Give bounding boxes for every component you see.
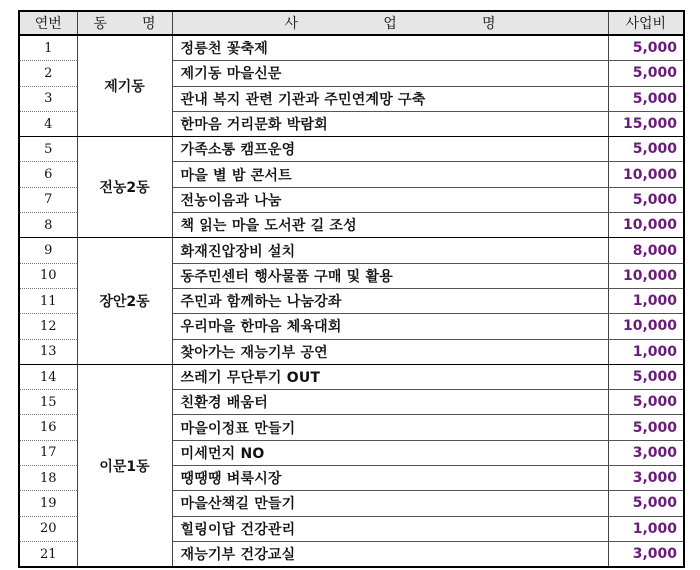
row-number: 12 [19, 314, 77, 339]
project-name: 마을 별 밤 콘서트 [172, 162, 608, 187]
project-cost: 10,000 [608, 162, 684, 187]
row-number: 18 [19, 466, 77, 491]
row-number: 7 [19, 187, 77, 212]
row-number: 6 [19, 162, 77, 187]
project-cost: 3,000 [608, 466, 684, 491]
project-name: 땡땡땡 벼룩시장 [172, 466, 608, 491]
dong-name: 전농2동 [77, 137, 172, 238]
project-cost: 1,000 [608, 339, 684, 364]
dong-name: 장안2동 [77, 238, 172, 364]
project-cost: 1,000 [608, 516, 684, 541]
row-number: 19 [19, 491, 77, 516]
header-project-char: 명 [481, 16, 496, 32]
header-project-char: 사 [284, 16, 299, 32]
project-name: 관내 복지 관련 기관과 주민연계망 구축 [172, 86, 608, 111]
project-name: 정릉천 꽃축제 [172, 35, 608, 61]
project-cost: 5,000 [608, 390, 684, 415]
project-cost: 3,000 [608, 440, 684, 465]
project-cost: 5,000 [608, 364, 684, 389]
row-number: 5 [19, 137, 77, 162]
project-name: 한마음 거리문화 박람회 [172, 111, 608, 136]
project-cost: 10,000 [608, 263, 684, 288]
project-cost: 1,000 [608, 288, 684, 313]
header-project [172, 11, 608, 35]
project-name: 주민과 함께하는 나눔강좌 [172, 288, 608, 313]
row-number: 13 [19, 339, 77, 364]
header-no: 연번 [19, 11, 77, 35]
project-cost: 3,000 [608, 541, 684, 567]
row-number: 1 [19, 35, 77, 61]
project-name: 재능기부 건강교실 [172, 541, 608, 567]
header-dong-char: 동 [93, 16, 108, 32]
project-name: 마을산책길 만들기 [172, 491, 608, 516]
row-number: 11 [19, 288, 77, 313]
table-row [19, 35, 684, 61]
row-number: 20 [19, 516, 77, 541]
project-cost: 10,000 [608, 213, 684, 238]
project-name: 힐링이답 건강관리 [172, 516, 608, 541]
project-name: 우리마을 한마음 체육대회 [172, 314, 608, 339]
header-dong [77, 11, 172, 35]
row-number: 15 [19, 390, 77, 415]
header-project-char: 업 [383, 16, 397, 32]
row-number: 14 [19, 364, 77, 389]
project-table [18, 10, 685, 568]
project-name: 마을이정표 만들기 [172, 415, 608, 440]
row-number: 2 [19, 61, 77, 86]
table-body [19, 35, 684, 567]
project-cost: 5,000 [608, 35, 684, 61]
row-number: 9 [19, 238, 77, 263]
project-cost: 5,000 [608, 491, 684, 516]
table-row [19, 137, 684, 162]
project-cost: 5,000 [608, 187, 684, 212]
dong-name: 이문1동 [77, 364, 172, 567]
header-cost: 사업비 [608, 11, 684, 35]
table-row [19, 238, 684, 263]
project-name: 화재진압장비 설치 [172, 238, 608, 263]
row-number: 17 [19, 440, 77, 465]
row-number: 16 [19, 415, 77, 440]
project-name: 친환경 배움터 [172, 390, 608, 415]
project-cost: 15,000 [608, 111, 684, 136]
project-name: 쓰레기 무단투기 OUT [172, 364, 608, 389]
project-name: 책 읽는 마을 도서관 길 조성 [172, 213, 608, 238]
project-cost: 5,000 [608, 61, 684, 86]
project-cost: 8,000 [608, 238, 684, 263]
project-name: 제기동 마을신문 [172, 61, 608, 86]
project-name: 동주민센터 행사물품 구매 및 활용 [172, 263, 608, 288]
project-cost: 5,000 [608, 415, 684, 440]
row-number: 8 [19, 213, 77, 238]
dong-name: 제기동 [77, 35, 172, 137]
project-name: 가족소통 캠프운영 [172, 137, 608, 162]
row-number: 21 [19, 541, 77, 567]
header-row [19, 11, 684, 35]
row-number: 3 [19, 86, 77, 111]
header-dong-char: 명 [141, 16, 156, 32]
project-name: 미세먼지 NO [172, 440, 608, 465]
project-name: 전농이음과 나눔 [172, 187, 608, 212]
table-row [19, 364, 684, 389]
project-name: 찾아가는 재능기부 공연 [172, 339, 608, 364]
project-cost: 10,000 [608, 314, 684, 339]
row-number: 10 [19, 263, 77, 288]
project-cost: 5,000 [608, 86, 684, 111]
project-cost: 5,000 [608, 137, 684, 162]
row-number: 4 [19, 111, 77, 136]
